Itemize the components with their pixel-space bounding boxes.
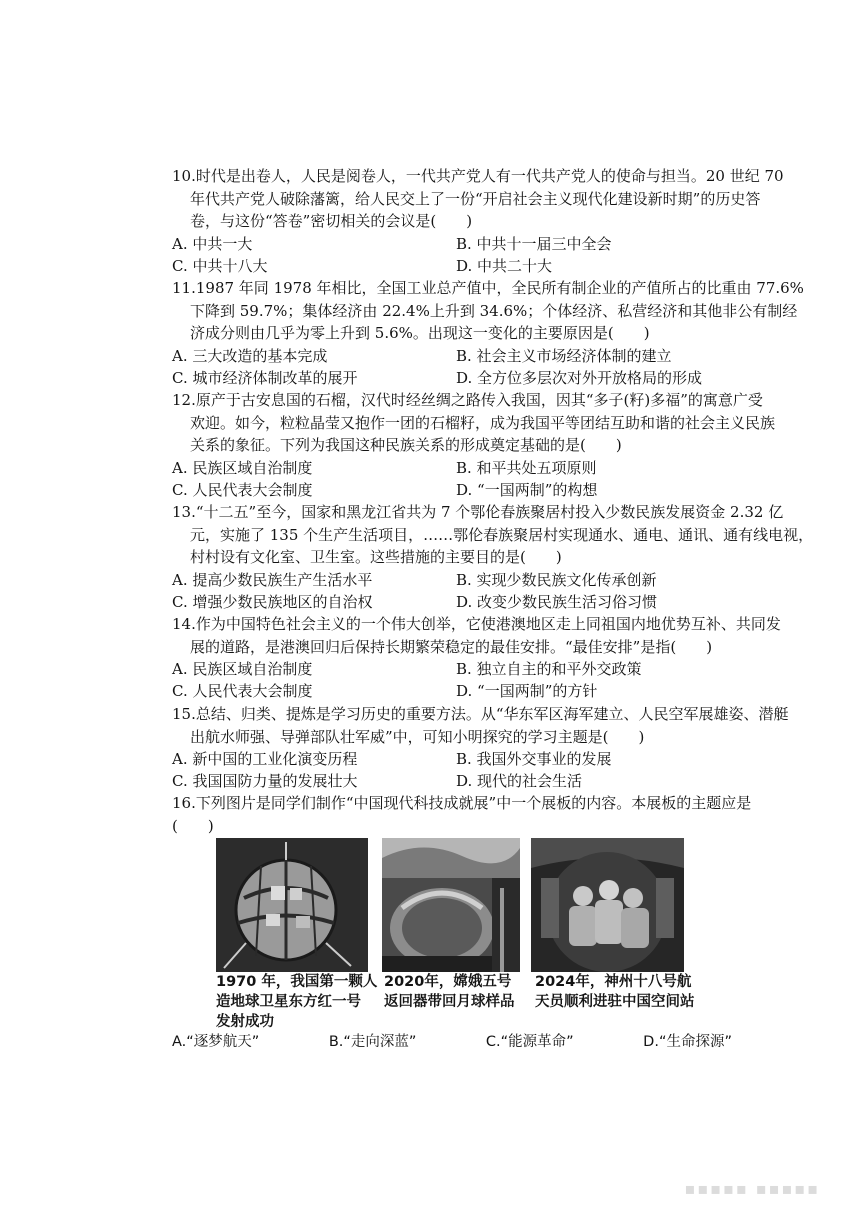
option-a: A. 民族区域自治制度 <box>172 458 313 477</box>
question-stem-line: 下降到 59.7%；集体经济由 22.4%上升到 34.6%；个体经济、私营经济和其他非公有制经 <box>190 301 798 320</box>
return-capsule-photo <box>382 838 520 972</box>
option-c: C. 人民代表大会制度 <box>172 682 313 700</box>
option-c: C. 人民代表大会制度 <box>172 480 313 499</box>
option-b: B. 我国外交事业的发展 <box>456 750 612 768</box>
question-stem-line: 元，实施了 135 个生产生活项目，……鄂伦春族聚居村实现通水、通电、通讯、通有线电视， <box>190 525 814 544</box>
caption-line: 造地球卫星东方红一号 <box>216 994 361 1010</box>
option-c: C. 城市经济体制改革的展开 <box>172 368 358 387</box>
question-stem-line: 展的道路，是港澳回归后保持长期繁荣稳定的最佳安排。“最佳安排”是指( ) <box>190 637 713 656</box>
option-a: A. 提高少数民族生产生活水平 <box>172 570 373 589</box>
question-16-options <box>172 1030 732 1051</box>
option-a: A. 三大改造的基本完成 <box>172 346 328 365</box>
question-12 <box>172 389 776 501</box>
option-b: B. 社会主义市场经济体制的建立 <box>456 346 672 365</box>
question-15 <box>172 703 789 792</box>
option-a: A. 中共一大 <box>172 234 253 253</box>
caption-line: 1970 年，我国第一颗人 <box>216 974 378 990</box>
option-d: D.“生命探源” <box>643 1034 732 1050</box>
question-stem-line: ( ) <box>172 816 214 835</box>
question-stem-line: 出航水师强、导弹部队壮军威”中，可知小明探究的学习主题是( ) <box>190 727 645 746</box>
option-d: D. 中共二十大 <box>456 256 553 275</box>
caption-line: 2020年，嫦娥五号 <box>384 974 512 990</box>
option-a: A. 民族区域自治制度 <box>172 660 313 678</box>
option-d: D. 全方位多层次对外开放格局的形成 <box>456 368 703 387</box>
question-11 <box>172 277 804 389</box>
question-14 <box>172 613 781 702</box>
satellite-photo <box>216 838 368 972</box>
question-stem-line: 10.时代是出卷人，人民是阅卷人，一代共产党人有一代共产党人的使命与担当。20 世纪 70 <box>172 167 784 185</box>
option-c: C.“能源革命” <box>485 1034 574 1050</box>
question-stem-line: 年代共产党人破除藩篱，给人民交上了一份“开启社会主义现代化建设新时期”的历史答 <box>190 189 761 208</box>
question-stem-line: 13.“十二五”至今，国家和黑龙江省共为 7 个鄂伦春族聚居村投入少数民族发展资金 2.32 亿 <box>172 503 784 521</box>
caption-line: 2024年，神州十八号航 <box>535 974 692 990</box>
question-10 <box>172 165 784 277</box>
astronauts-photo <box>531 838 684 972</box>
question-13 <box>172 501 814 613</box>
option-c: C. 中共十八大 <box>172 256 268 275</box>
question-stem-line: 16.下列图片是同学们制作“中国现代科技成就展”中一个展板的内容。本展板的主题应是 <box>172 794 752 812</box>
caption-line: 发射成功 <box>216 1014 274 1030</box>
question-stem-line: 济成分则由几乎为零上升到 5.6%。出现这一变化的主要原因是( ) <box>190 324 650 342</box>
question-stem-line: 关系的象征。下列为我国这种民族关系的形成奠定基础的是( ) <box>190 436 622 454</box>
caption-3 <box>535 972 710 1012</box>
question-stem-line: 欢迎。如今，粒粒晶莹又抱作一团的石榴籽，成为我国平等团结互助和谐的社会主义民族 <box>190 413 776 432</box>
option-c: C. 增强少数民族地区的自治权 <box>172 592 373 611</box>
option-a: A.“逐梦航天” <box>172 1034 260 1050</box>
watermark: ▪▪▪▪▪ ▪▪▪▪▪ <box>684 1179 820 1198</box>
option-c: C. 我国国防力量的发展壮大 <box>172 772 358 790</box>
option-b: B. 和平共处五项原则 <box>456 458 597 477</box>
option-b: B. 实现少数民族文化传承创新 <box>456 570 657 589</box>
caption-2 <box>384 972 534 1012</box>
option-d: D. “一国两制”的构想 <box>456 480 598 499</box>
option-a: A. 新中国的工业化演变历程 <box>172 750 358 768</box>
option-d: D. 改变少数民族生活习俗习惯 <box>456 592 658 611</box>
question-stem-line: 村村设有文化室、卫生室。这些措施的主要目的是( ) <box>190 548 562 566</box>
option-b: B. 中共十一届三中全会 <box>456 234 612 253</box>
question-stem-line: 卷，与这份“答卷”密切相关的会议是( ) <box>190 212 473 230</box>
caption-line: 天员顺利进驻中国空间站 <box>535 994 695 1010</box>
question-stem-line: 11.1987 年同 1978 年相比，全国工业总产值中，全民所有制企业的产值所占的比重由 77.6% <box>172 279 804 297</box>
question-16 <box>172 792 772 837</box>
question-stem-line: 15.总结、归类、提炼是学习历史的重要方法。从“华东军区海军建立、人民空军展雄姿、潜艇 <box>172 705 789 723</box>
caption-1 <box>216 972 386 1032</box>
option-b: B. 独立自主的和平外交政策 <box>456 660 642 678</box>
option-d: D. “一国两制”的方针 <box>456 682 598 700</box>
question-stem-line: 14.作为中国特色社会主义的一个伟大创举，它使港澳地区走上同祖国内地优势互补、共同发 <box>172 615 781 633</box>
option-d: D. 现代的社会生活 <box>456 772 583 790</box>
caption-line: 返回器带回月球样品 <box>384 994 515 1010</box>
question-stem-line: 12.原产于古安息国的石榴，汉代时经丝绸之路传入我国，因其“多子(籽)多福”的寓意广受 <box>172 391 763 409</box>
option-b: B.“走向深蓝” <box>328 1034 417 1050</box>
